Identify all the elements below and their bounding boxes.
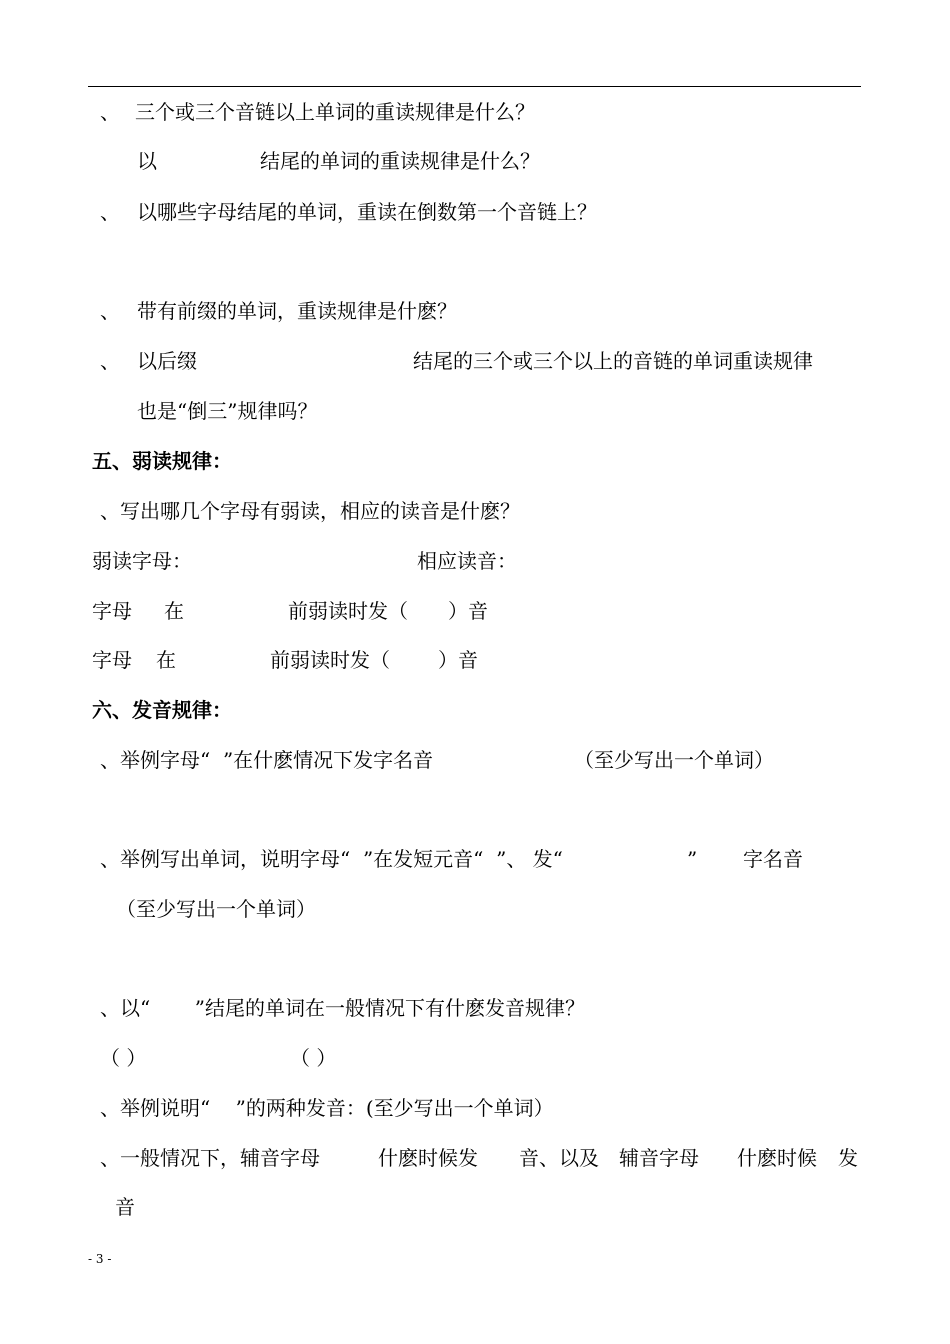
- list-mark: 、: [100, 299, 120, 323]
- letter-label: 字母: [92, 648, 132, 672]
- question-suffix-continued: 也是“倒三”规律吗？: [137, 399, 318, 423]
- section-6-question-2: 、举例写出单词，说明字母“ ”在发短元音“ ”、 发“: [100, 847, 563, 871]
- question-suffix-right: 结尾的三个或三个以上的音链的单词重读规律: [413, 349, 813, 373]
- section-6-question-4: 、举例说明“ ”的两种发音：(至少写出一个单词）: [100, 1096, 554, 1120]
- weak-sound-blank: 前弱读时发（: [270, 648, 390, 672]
- question-last-syllable: 以哪些字母结尾的单词，重读在倒数第一个音链上？: [137, 200, 597, 224]
- section-6-question-1: 、举例字母“ ”在什麽情况下发字名音: [100, 748, 434, 772]
- question-prefix: 带有前缀的单词，重读规律是什麽？: [137, 299, 457, 323]
- section-6-question-2-end: 字名音: [743, 847, 803, 871]
- section-6-question-2-quote: ”: [687, 847, 698, 871]
- answer-paren-2: （ ）: [290, 1046, 337, 1070]
- section-6-question-5-f: 发: [838, 1146, 858, 1170]
- question-ending-rest: 结尾的单词的重读规律是什么？: [260, 149, 540, 173]
- weak-sound-blank: 前弱读时发（: [288, 599, 408, 623]
- page-number: - 3 -: [88, 1252, 112, 1266]
- section-6-question-3: 、以“ ”结尾的单词在一般情况下有什麽发音规律？: [100, 996, 585, 1020]
- section-6-question-5-c: 音、以及: [519, 1146, 599, 1170]
- section-5-title: 五、弱读规律：: [92, 449, 232, 473]
- question-suffix-left: 以后缀: [137, 349, 197, 373]
- section-6-question-2-note: （至少写出一个单词）: [116, 897, 316, 921]
- section-5-question-1: 、写出哪几个字母有弱读，相应的读音是什麽？: [100, 499, 520, 523]
- section-6-question-5-d: 辅音字母: [619, 1146, 699, 1170]
- section-6-question-5-e: 什麽时候: [737, 1146, 817, 1170]
- section-6-title: 六、发音规律：: [92, 698, 232, 722]
- weak-sound-end: ）音: [448, 599, 488, 623]
- list-mark: 、: [100, 349, 120, 373]
- before-label: 在: [164, 599, 184, 623]
- section-6-question-5-b: 什麽时候发: [378, 1146, 478, 1170]
- before-label: 在: [156, 648, 176, 672]
- list-mark: 、: [100, 200, 120, 224]
- question-three-syllable: 三个或三个音链以上单词的重读规律是什么？: [135, 100, 535, 124]
- header-rule: [88, 86, 861, 87]
- letter-label: 字母: [92, 599, 132, 623]
- weak-sounds-label: 相应读音：: [417, 549, 517, 573]
- question-ending-prefix: 以: [137, 149, 157, 173]
- list-mark: 、: [100, 100, 120, 124]
- section-6-question-5-continued: 音: [115, 1195, 135, 1219]
- weak-letters-label: 弱读字母：: [92, 549, 192, 573]
- weak-sound-end: ）音: [438, 648, 478, 672]
- section-6-question-5-a: 、一般情况下，辅音字母: [100, 1146, 320, 1170]
- section-6-question-1-note: （至少写出一个单词）: [574, 748, 774, 772]
- answer-paren-1: （ ）: [100, 1046, 147, 1070]
